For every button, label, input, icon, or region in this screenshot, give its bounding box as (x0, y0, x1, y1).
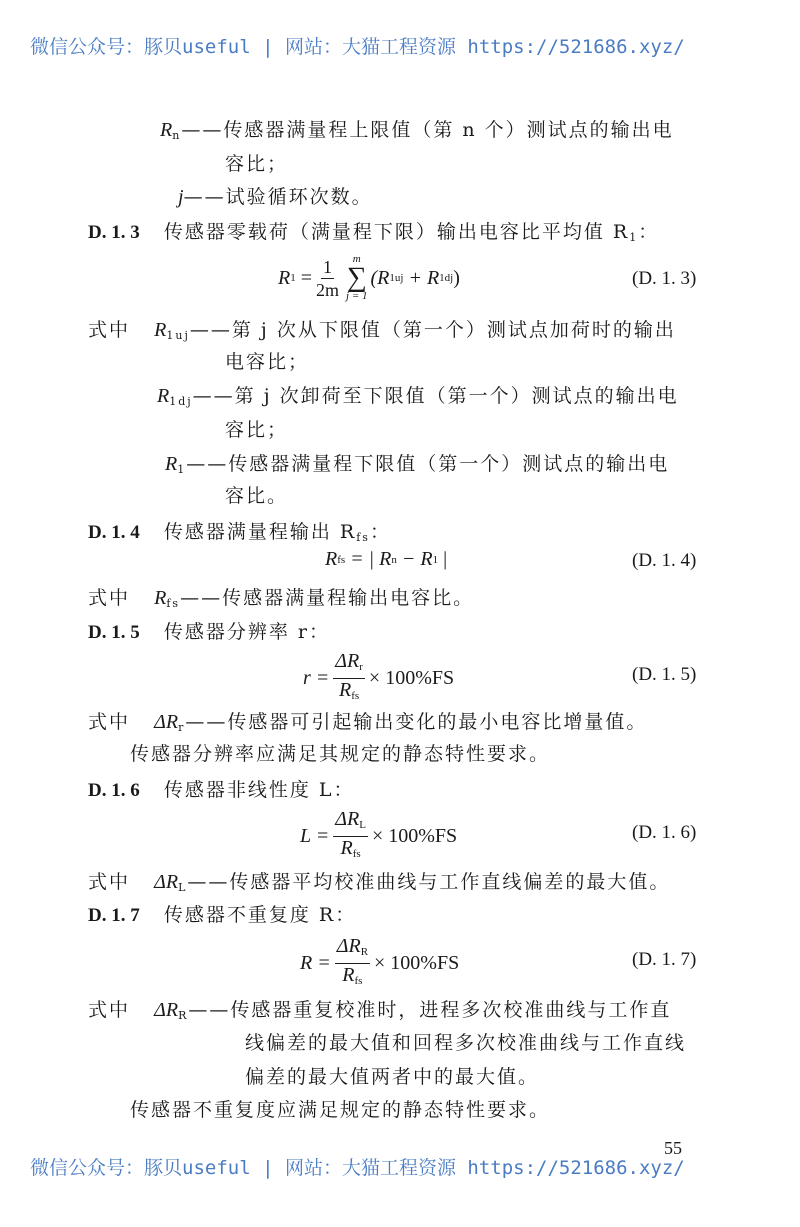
symbol: j (178, 186, 184, 208)
symbol: R (160, 119, 173, 141)
note-d17: 传感器不重复度应满足规定的静态特性要求。 (130, 1099, 551, 1121)
subscript: fs (352, 848, 361, 860)
symbol: R (154, 319, 167, 341)
def-r1dj (157, 382, 679, 410)
numerator (333, 808, 368, 837)
subscript: R (178, 1009, 189, 1022)
section-d13 (88, 218, 659, 246)
section-d14 (88, 518, 391, 546)
summation (346, 254, 367, 302)
equation-label: (D. 1. 5) (632, 664, 697, 685)
colon: ： (638, 221, 660, 243)
subscript: n (391, 553, 397, 566)
symbol: R (154, 587, 167, 609)
section-number: D. 1. 4 (88, 522, 140, 543)
term: R (325, 548, 338, 570)
def-drR (88, 996, 671, 1024)
page-number: 55 (664, 1138, 682, 1158)
section-number: D. 1. 7 (88, 905, 140, 926)
fraction (333, 650, 365, 707)
definition-text: ——传感器满量程上限值（第 n 个）测试点的输出电 (181, 119, 674, 141)
subscript: L (178, 881, 188, 894)
definition-text: ——传感器重复校准时，进程多次校准曲线与工作直 (188, 999, 672, 1021)
subscript: r (359, 661, 363, 673)
term: × 100%FS (368, 667, 455, 689)
equals: = (300, 266, 312, 289)
colon: ： (369, 521, 391, 543)
symbol: ΔR (154, 871, 179, 893)
fraction (335, 935, 370, 992)
section-d15 (88, 618, 330, 646)
def-drr (88, 708, 647, 736)
term: + R (408, 266, 440, 289)
section-d17 (88, 901, 356, 929)
sum-lower: j = 1 (346, 290, 368, 302)
subscript: 1uj (166, 329, 190, 342)
sigma-icon: ∑ (346, 262, 367, 293)
section-number: D. 1. 3 (88, 222, 140, 243)
symbol: R (157, 385, 170, 407)
def-r1dj-cont: 容比； (225, 419, 289, 441)
subscript: 1 (432, 553, 439, 566)
label-shizhong: 式中 (88, 587, 131, 609)
definition-text: ——试验循环次数。 (183, 186, 373, 208)
subscript: fs (354, 975, 363, 987)
def-r1uj-cont: 电容比； (225, 351, 310, 373)
section-number: D. 1. 6 (88, 780, 140, 801)
def-j (178, 183, 373, 211)
subscript: fs (351, 690, 360, 702)
numerator (333, 650, 365, 679)
term: R (339, 679, 352, 701)
term: − R (401, 548, 433, 570)
term: × 100%FS (371, 825, 458, 847)
watermark-header: 微信公众号：豚贝useful | 网站：大猫工程资源 https://521686.xyz/ (30, 36, 685, 58)
term: ΔR (335, 808, 360, 830)
denominator: 2m (316, 279, 340, 300)
term: R = (300, 952, 331, 974)
equation-label: (D. 1. 3) (632, 268, 697, 289)
subscript: 1 (290, 272, 296, 284)
term: ΔR (336, 935, 361, 957)
definition-text: ——传感器可引起输出变化的最小电容比增量值。 (185, 711, 648, 733)
denominator (341, 837, 361, 865)
term: ΔR (335, 650, 360, 672)
term: R (342, 964, 355, 986)
def-rn-cont: 容比； (225, 153, 289, 175)
equation-d17 (300, 935, 459, 992)
numerator (335, 935, 370, 964)
numerator: 1 (323, 256, 332, 277)
subscript: fs (166, 597, 181, 610)
section-title: 传感器零载荷（满量程下限）输出电容比平均值 R (163, 221, 630, 243)
sum-upper: m (352, 253, 361, 265)
subscript: 1uj (389, 272, 404, 284)
def-r1uj (88, 316, 676, 344)
def-r1-cont: 容比。 (225, 485, 289, 507)
term: L = (300, 825, 330, 847)
note-d15: 传感器分辨率应满足其规定的静态特性要求。 (130, 743, 551, 765)
equation-label: (D. 1. 4) (632, 550, 697, 571)
subscript: 1dj (169, 395, 193, 408)
fraction (333, 808, 368, 865)
definition-text: ——传感器平均校准曲线与工作直线偏差的最大值。 (187, 871, 671, 893)
subscript: L (359, 819, 366, 831)
subscript: n (172, 129, 182, 142)
term: × 100%FS (374, 952, 460, 974)
def-r1 (165, 450, 669, 478)
term: r = (303, 667, 330, 689)
term: (R (370, 266, 390, 289)
def-rfs (88, 584, 474, 612)
def-rn (160, 116, 674, 144)
section-title: 传感器分辨率 r： (163, 621, 330, 643)
paren: ) (453, 266, 460, 289)
equation-d14 (325, 548, 447, 571)
term: R (340, 837, 353, 859)
def-drR-cont2: 偏差的最大值两者中的最大值。 (245, 1066, 540, 1088)
definition-text: ——第 j 次从下限值（第一个）测试点加荷时的输出 (189, 319, 676, 341)
abs-bar: | (443, 548, 448, 570)
subscript: 1 (629, 231, 639, 244)
equation-label: (D. 1. 7) (632, 949, 697, 970)
symbol: ΔR (154, 999, 179, 1021)
def-drl (88, 868, 670, 896)
symbol: R (165, 453, 178, 475)
label-shizhong: 式中 (88, 999, 131, 1021)
denominator (339, 679, 359, 707)
subscript: 1dj (439, 272, 454, 284)
label-shizhong: 式中 (88, 319, 131, 341)
subscript: 1 (177, 463, 187, 476)
definition-text: ——第 j 次卸荷至下限值（第一个）测试点的输出电 (192, 385, 679, 407)
subscript: fs (337, 553, 346, 566)
subscript: fs (356, 531, 370, 544)
equation-d16 (300, 808, 457, 865)
equation-label: (D. 1. 6) (632, 822, 697, 843)
symbol: R (278, 266, 291, 289)
section-title: 传感器不重复度 R： (163, 904, 357, 926)
watermark-footer: 微信公众号：豚贝useful | 网站：大猫工程资源 https://521686.xyz/ (30, 1157, 685, 1179)
section-d16 (88, 776, 355, 804)
label-shizhong: 式中 (88, 871, 131, 893)
equation-d15 (303, 650, 454, 707)
section-number: D. 1. 5 (88, 622, 140, 643)
term: = | R (350, 548, 392, 570)
subscript: r (178, 721, 186, 734)
symbol: ΔR (154, 711, 179, 733)
section-title: 传感器满量程输出 R (163, 521, 357, 543)
fraction (316, 256, 339, 301)
def-drR-cont1: 线偏差的最大值和回程多次校准曲线与工作直线 (245, 1032, 687, 1054)
definition-text: ——传感器满量程输出电容比。 (180, 587, 475, 609)
equation-d13 (278, 254, 460, 302)
label-shizhong: 式中 (88, 711, 131, 733)
denominator (342, 964, 362, 992)
definition-text: ——传感器满量程下限值（第一个）测试点的输出电 (186, 453, 670, 475)
subscript: R (360, 946, 369, 958)
section-title: 传感器非线性度 L： (163, 779, 355, 801)
